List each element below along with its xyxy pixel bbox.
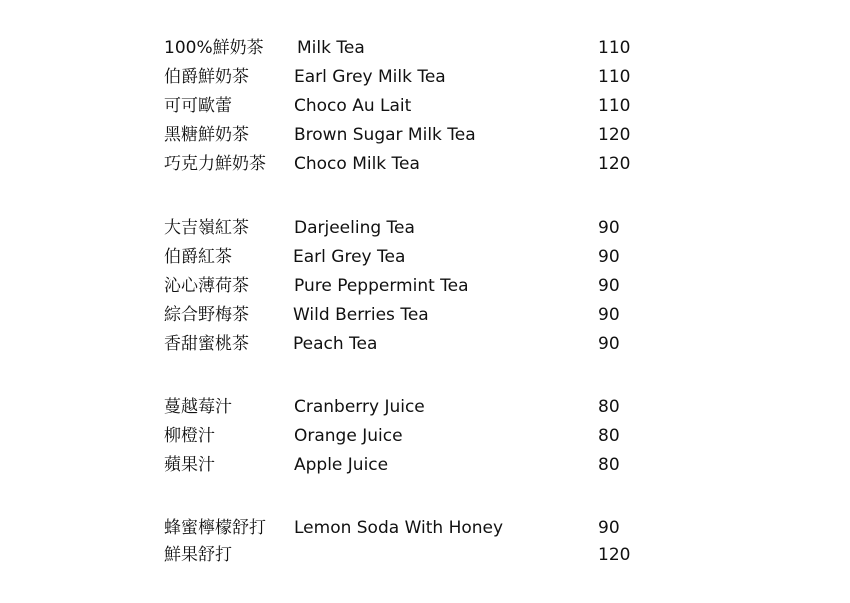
item-english-name: Cranberry Juice	[294, 397, 425, 417]
item-price: 120	[598, 545, 631, 565]
item-price: 110	[598, 38, 631, 58]
item-chinese-name: 100%鮮奶茶	[164, 38, 264, 58]
item-price: 120	[598, 154, 631, 174]
item-chinese-name: 蘋果汁	[164, 455, 215, 475]
item-chinese-name: 大吉嶺紅茶	[164, 218, 249, 238]
item-chinese-name: 可可歐蕾	[164, 96, 232, 116]
item-english-name: Darjeeling Tea	[294, 218, 415, 238]
menu-item	[0, 272, 850, 301]
item-chinese-name: 蜂蜜檸檬舒打	[164, 518, 266, 538]
item-price: 90	[598, 518, 620, 538]
item-price: 80	[598, 426, 620, 446]
menu-item	[0, 330, 850, 359]
item-english-name: Choco Milk Tea	[294, 154, 420, 174]
menu-item	[0, 63, 850, 92]
item-chinese-name: 伯爵鮮奶茶	[164, 67, 249, 87]
item-english-name: Apple Juice	[294, 455, 389, 475]
item-price: 90	[598, 334, 620, 354]
item-english-name: Orange Juice	[294, 426, 403, 446]
item-english-name: Milk Tea	[297, 38, 365, 58]
item-english-name: Lemon Soda With Honey	[294, 518, 504, 538]
menu-item	[0, 92, 850, 121]
menu-section-soda	[0, 514, 850, 570]
item-english-name: Earl Grey Tea	[293, 247, 406, 267]
item-price: 80	[598, 397, 620, 417]
menu-item	[0, 121, 850, 150]
menu-item	[0, 243, 850, 272]
item-english-name: Earl Grey Milk Tea	[294, 67, 446, 87]
item-price: 90	[598, 218, 620, 238]
item-price: 90	[598, 276, 620, 296]
menu-item	[0, 514, 850, 541]
item-english-name: Brown Sugar Milk Tea	[294, 125, 476, 145]
menu-item	[0, 451, 850, 480]
item-chinese-name: 綜合野梅茶	[164, 305, 249, 325]
menu-section-milk-tea	[0, 34, 850, 179]
item-english-name: Pure Peppermint Tea	[294, 276, 469, 296]
menu-item	[0, 214, 850, 243]
item-chinese-name: 蔓越莓汁	[164, 397, 232, 417]
menu-item	[0, 301, 850, 330]
item-chinese-name: 沁心薄荷茶	[164, 276, 249, 296]
menu-section-juice	[0, 393, 850, 480]
menu-item	[0, 34, 850, 63]
item-chinese-name: 柳橙汁	[164, 426, 215, 446]
item-price: 90	[598, 305, 620, 325]
item-chinese-name: 香甜蜜桃茶	[164, 334, 249, 354]
menu-item	[0, 422, 850, 451]
item-price: 80	[598, 455, 620, 475]
menu-item	[0, 150, 850, 179]
item-price: 110	[598, 96, 631, 116]
item-price: 110	[598, 67, 631, 87]
item-price: 120	[598, 125, 631, 145]
item-english-name: Wild Berries Tea	[293, 305, 429, 325]
item-chinese-name: 巧克力鮮奶茶	[164, 154, 266, 174]
item-english-name: Choco Au Lait	[294, 96, 412, 116]
item-chinese-name: 伯爵紅茶	[164, 247, 232, 267]
menu-item	[0, 393, 850, 422]
menu-section-tea	[0, 214, 850, 359]
item-english-name: Peach Tea	[293, 334, 378, 354]
menu-item	[0, 541, 850, 570]
item-chinese-name: 鮮果舒打	[164, 545, 232, 565]
item-chinese-name: 黑糖鮮奶茶	[164, 125, 249, 145]
item-price: 90	[598, 247, 620, 267]
